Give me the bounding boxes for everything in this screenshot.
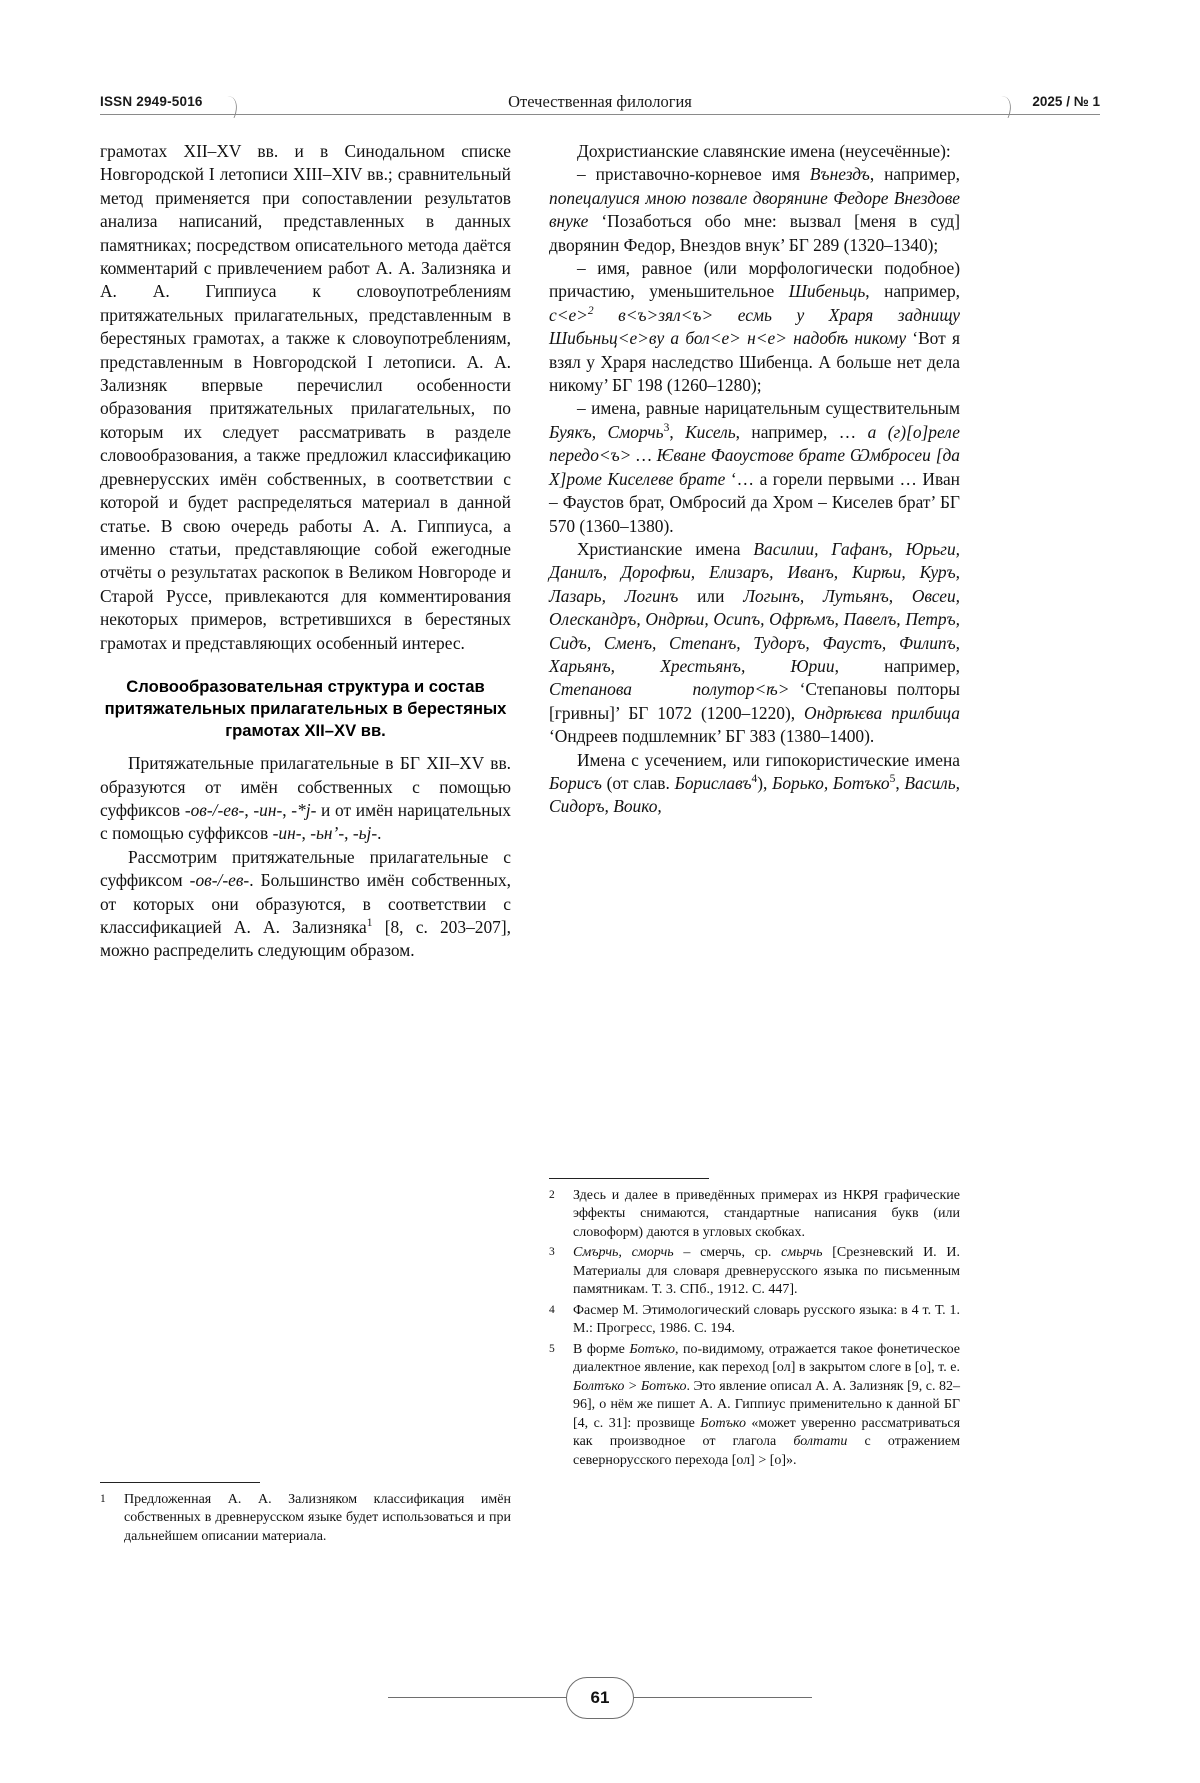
paragraph (549, 257, 960, 397)
paragraph-continued: грамотах XII–XV вв. и в Синодальном списке Новгородской I летописи XIII–XIV вв.; сравнительный метод применяется при сопоставлении результатов анализа написаний, представленных в данных памятниках; посредством описательного метода даётся комментарий с привлечением работ А. А. Зализняка и А. А. Гиппиуса к словоупотреблениям притяжательных прилагательных, представленным в берестяных грамотах, а также к словоупотреблениям, представленным в Новгородской I летописи. А. А. Зализняк впервые перечислил особенности образования притяжательных прилагательных, по которым их следует рассматривать в разделе словообразования, а также предложил классификацию древнерусских имён собственных, в соответствии с которой и будет распределяться материал в данной статье. В свою очередь работы А. А. Гиппиуса, а именно статьи, представляющие собой ежегодные отчёты о результатах раскопок в Великом Новгороде и Старой Руссе, привлекаются для комментирования некоторых примеров, встретившихся в берестяных грамотах и представляющих особенный интерес. (100, 141, 511, 653)
footnote-ref-2[interactable]: 2 (587, 305, 594, 318)
paragraph-text: – приставочно-корневое имя Вънездъ, например, попецалуися мною позвале дворянине Федоре Внездове внуке ‘Позаботься обо мне: вызвал [меня в суд] дворянин Федор, Внездов внук’ БГ 289 (1320–1340); (549, 164, 960, 255)
footnote-number: 4 (549, 1303, 555, 1316)
footnote-text: Здесь и далее в приведённых примерах из НКРЯ графические эффекты снимаются, стандартные написания букв (или словоформ) даются в угловых скобках. (573, 1188, 960, 1240)
footnote-rule (100, 1482, 260, 1483)
footnote-block-right (549, 1168, 960, 1472)
paragraph-text: Притяжательные прилагательные в БГ XII–XV вв. образуются от имён собственных с помощью суффиксов -ов-/-ев-, -ин-, -*j- и от имён нарицательных с помощью суффиксов -ин-, -ьн’-, -ьj-. (100, 753, 511, 844)
paragraph (549, 538, 960, 749)
footnote-ref-4[interactable]: 4 (751, 773, 758, 786)
running-head (100, 88, 1100, 122)
paragraph: Дохристианские славянские имена (неусечённые): (577, 141, 951, 161)
right-column (549, 140, 960, 819)
paragraph (549, 397, 960, 537)
running-head-rule (100, 114, 1100, 115)
paragraph (100, 752, 511, 846)
footnote-block-left (100, 1472, 511, 1548)
footnote-text: Предложенная А. А. Зализняком классификация имён собственных в древнерусском языке будет использоваться и при дальнейшем описании материала. (124, 1492, 511, 1544)
footnote-rule (549, 1178, 709, 1179)
footnote-text: В форме Ботъко, по-видимому, отражается такое фонетическое диалектное явление, как переход [ол] в закрытом слоге в [о], т. е. Болтъко > Ботъко. Это явление описал А. А. Зализняк [9, с. 82–96], о нём же пишет А. А. Гиппиус применительно к данной БГ [4, с. 31]: прозвище Ботъко «может уверенно рассматриваться как производное от глагола болтати с отражением севернорусского перехода [ол] > [о]». (573, 1341, 961, 1468)
footnote-ref-1[interactable]: 1 (366, 917, 373, 930)
left-column (100, 140, 511, 963)
footnote-item (100, 1491, 511, 1546)
paragraph (100, 846, 511, 963)
footnote-number: 2 (549, 1189, 555, 1201)
issn-label: ISSN 2949-5016 (100, 94, 213, 109)
footnote-text: Смърчь, сморчь – смерчь, ср. смьрчь [Срезневский И. И. Материалы для словаря древнерусского языка по письменным памятникам. Т. 3. СПб., 1912. С. 447]. (573, 1245, 961, 1298)
paragraph-text: – имя, равное (или морфологически подобное) причастию, уменьшительное Шибеньць, например, с<е>$^2$ в<ъ>зял<ъ> есмь у Храря заднищу Шибьньц<е>ву а бол<е> н<е> надобѣ никому ‘Вот я взял у Храря наследство Шибенца. А больше нет дела никому’ БГ 198 (1260–1280); (549, 258, 960, 396)
paragraph-text: Имена с усечением, или гипокористические имена Борисъ (от слав. Бориславъ$^4$), Борько, Ботъко$^5$, Василь, Сидоръ, Воико, (549, 749, 960, 817)
issue-label: 2025 / № 1 (1022, 94, 1100, 109)
footnote-item (549, 1302, 960, 1339)
paragraph-text: – имена, равные нарицательным существительным Буякъ, Сморчь$^3$, Кисель, например, … а (г)[о]реле передо<ъ> … Ѥване Фаоустове брате Ѡмбросеи [да Х]роме Киселеве брате ‘… а горели первыми … Иван – Фаустов брат, Омбросий да Хром – Киселев брат’ БГ 570 (1360–1380). (549, 398, 961, 536)
paragraph-text: Рассмотрим притяжательные прилагательные с суффиксом -ов-/-ев-. Большинство имён собственных, от которых они образуются, в соответствии с классификацией А. А. Зализняка$^1$ [8, с. 203–207], можно распределить следующим образом. (100, 846, 511, 961)
footnote-number: 5 (549, 1342, 555, 1355)
page-footer (0, 1671, 1200, 1731)
footnote-ref-3[interactable]: 3 (663, 422, 670, 435)
footnote-item (549, 1341, 960, 1470)
footnote-number: 1 (100, 1493, 106, 1505)
footnote-text: Фасмер М. Этимологический словарь русского языка: в 4 т. Т. 1. М.: Прогресс, 1986. С. 194. (573, 1302, 960, 1337)
paragraph-text: Христианские имена Василии, Гафанъ, Юрьги, Данилъ, Дорофѣи, Елизаръ, Иванъ, Кирѣи, Куръ, Лазарь, Логинъ или Логынъ, Лутьянъ, Овсеи, Олескандръ, Ондрѣи, Осипъ, Офрѣмъ, Павелъ, Петръ, Сидъ, Сменъ, Степанъ, Тудоръ, Фаустъ, Филипъ, Харьянъ, Хрестьянъ, Юрии, например, Степанова полутор<ѣ> ‘Степановы полторы [гривны]’ БГ 1072 (1200–1220), Ондрѣѥва прилбица ‘Ондреев подшлемник’ БГ 383 (1380–1400). (549, 538, 960, 747)
paragraph (549, 163, 960, 257)
section-heading: Словообразовательная структура и состав притяжательных прилагательных в берестяных грамотах XII–XV вв. (104, 676, 507, 741)
journal-title (100, 92, 1100, 112)
paragraph (549, 749, 960, 819)
footnote-ref-5[interactable]: 5 (889, 773, 896, 786)
footnote-item (549, 1187, 960, 1242)
footnote-item (549, 1244, 960, 1299)
journal-title-text: Отечественная филология (494, 92, 706, 111)
footnote-number: 3 (549, 1246, 555, 1259)
page-number: 61 (566, 1677, 634, 1719)
